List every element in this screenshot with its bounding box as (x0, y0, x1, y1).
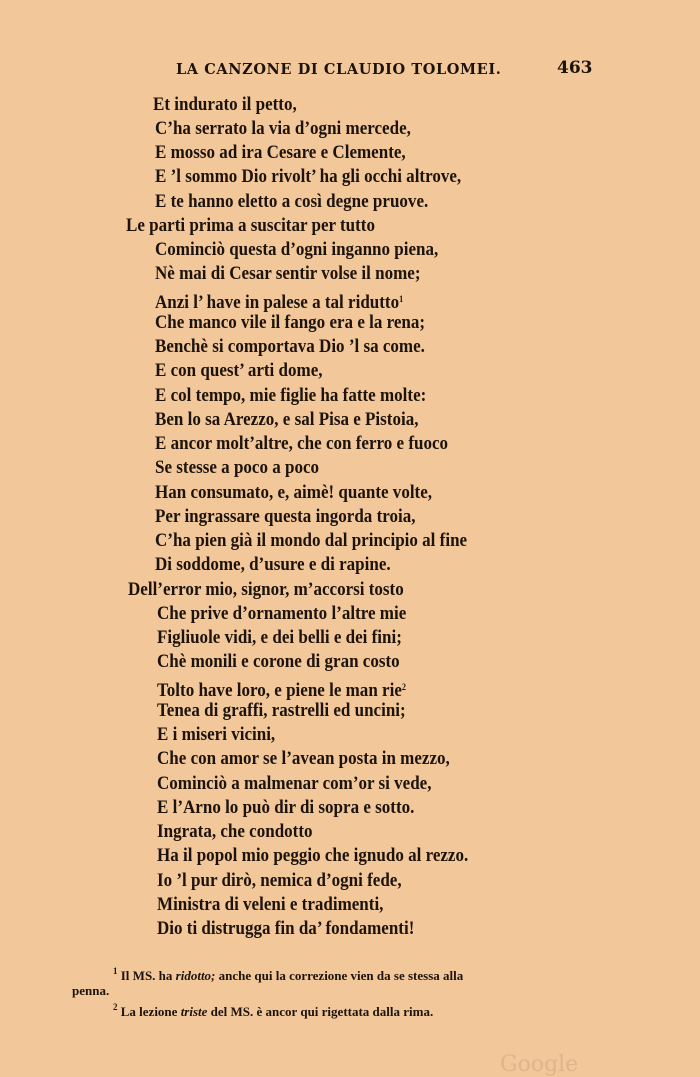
verse-line: Ha il popol mio peggio che ignudo al rezzo. (157, 846, 469, 866)
footnote-mark: 2 (401, 682, 407, 692)
verse-line: Dio ti distrugga fin da’ fondamenti! (157, 919, 415, 939)
verse-line: Tolto have loro, e piene le man rie$^2$ (157, 681, 407, 701)
verse-line: Anzi l’ have in palese a tal ridutto$^1$ (155, 293, 404, 313)
footnote-1-mark: 1 (113, 966, 118, 976)
footnote-1-continuation: penna. (72, 983, 110, 998)
verse-line: Benchè si comportava Dio ’l sa come. (155, 337, 425, 357)
verse-line: E ’l sommo Dio rivolt’ ha gli occhi altrove, (155, 167, 462, 187)
verse-line: E mosso ad ira Cesare e Clemente, (155, 143, 406, 163)
verse-line: Ingrata, che condotto (157, 822, 313, 842)
verse-line: Tenea di graffi, rastrelli ed uncini; (157, 701, 406, 721)
verse-line: E col tempo, mie figlie ha fatte molte: (155, 386, 427, 406)
verse-line: E con quest’ arti dome, (155, 361, 323, 381)
verse-line: E i miseri vicini, (157, 725, 276, 745)
verse-line: Figliuole vidi, e dei belli e dei fini; (157, 628, 402, 648)
verse-line: Dell’error mio, signor, m’accorsi tosto (128, 580, 404, 600)
verse-line: Cominciò a malmenar com’or si vede, (157, 774, 432, 794)
footnote-mark: 1 (399, 294, 404, 304)
verse-line: C’ha serrato la via d’ogni mercede, (155, 119, 411, 139)
verse-line: Per ingrassare questa ingorda troia, (155, 507, 416, 527)
page-header (0, 58, 700, 84)
verse-line: Nè mai di Cesar sentir volse il nome; (155, 264, 421, 284)
verse-line: Io ’l pur dirò, nemica d’ogni fede, (157, 871, 402, 891)
verse-line: Le parti prima a suscitar per tutto (126, 216, 375, 236)
verse-line: E l’Arno lo può dir di sopra e sotto. (157, 798, 415, 818)
verse-line: Che manco vile il fango era e la rena; (155, 313, 426, 333)
verse-line: Che prive d’ornamento l’altre mie (157, 604, 407, 624)
verse-line: C’ha pien già il mondo dal principio al fine (155, 531, 468, 551)
verse-line: E te hanno eletto a così degne pruove. (155, 192, 429, 212)
verse-line: Et indurato il petto, (153, 95, 297, 115)
footnote-2-mark: 2 (113, 1002, 118, 1012)
verse-line: E ancor molt’altre, che con ferro e fuoco (155, 434, 449, 454)
footnote-2: $^2$ La lezione triste del MS. è ancor qui rigettata dalla rima. (113, 1002, 434, 1019)
verse-line: Chè monili e corone di gran costo (157, 652, 400, 672)
verse-line: Se stesse a poco a poco (155, 458, 320, 478)
verse-line: Han consumato, e, aimè! quante volte, (155, 483, 433, 503)
verse-line: Di soddome, d’usure e di rapine. (155, 555, 391, 575)
footnote-1: $^1$ Il MS. ha ridotto; anche qui la correzione vien da se stessa alla (113, 966, 464, 983)
verse-line: Che con amor se l’avean posta in mezzo, (157, 749, 450, 769)
running-title: LA CANZONE DI CLAUDIO TOLOMEI. (176, 61, 502, 78)
watermark: Google (500, 1052, 579, 1077)
verse-line: Cominciò questa d’ogni inganno piena, (155, 240, 439, 260)
verse-line: Ben lo sa Arezzo, e sal Pisa e Pistoia, (155, 410, 419, 430)
page-number: 463 (557, 58, 593, 78)
verse-line: Ministra di veleni e tradimenti, (157, 895, 384, 915)
